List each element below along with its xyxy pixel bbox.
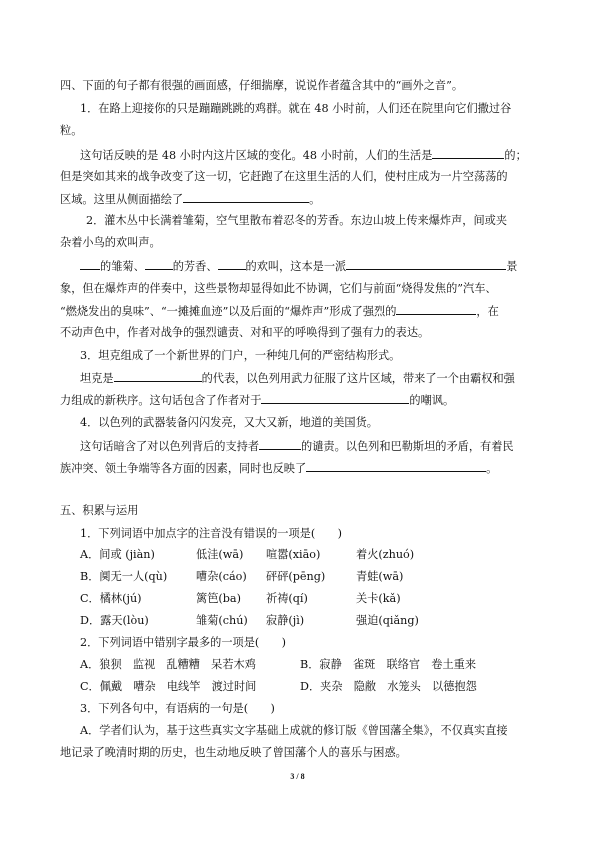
q2-blank-1[interactable] [80, 258, 100, 270]
q2-line2: 杂着小鸟的欢叫声。 [60, 236, 161, 249]
q1-answer-line3 [60, 191, 320, 208]
q2-line1: 2．灌木丛中长满着雏菊，空气里散布着忍冬的芳香。东边山坡上传来爆炸声，间或夹 [86, 214, 508, 227]
q4-answer-line1 [80, 438, 514, 455]
option-word: C．橘林(jú) [80, 592, 142, 605]
section5-heading: 五、积累与运用 [60, 504, 139, 517]
option-word: 关卡(kǎ) [356, 592, 401, 605]
s5-q1-stem: 1．下列词语中加点字的注音没有错误的一项是( ) [80, 527, 342, 540]
s5-q2-stem: 2．下列词语中错别字最多的一项是( ) [80, 636, 287, 649]
option-word: 篱笆(ba) [196, 592, 241, 605]
s5-q2-option-a[interactable]: A．狼狈 监视 乱糟糟 呆若木鸡 [80, 658, 256, 671]
page-number: 3 / 8 [290, 772, 305, 781]
q2-answer-text: “燃烧发出的臭味”、“一摊摊血迹”以及后面的“爆炸声”形成了强烈的 [60, 305, 397, 318]
q4-line1: 4．以色列的武器装备闪闪发亮，又大又新，地道的美国货。 [80, 416, 378, 429]
option-word: 砰砰(pēng) [266, 570, 326, 583]
q1-answer-text: 。 [309, 193, 321, 206]
q4-answer-line2 [60, 460, 497, 477]
q4-answer-text: 族冲突、领土争端等各方面的因素，同时也反映了 [60, 462, 307, 475]
q3-blank-1[interactable] [114, 370, 202, 382]
q2-blank-5[interactable] [396, 303, 476, 315]
q1-answer-text: 区域。这里从侧面描绘了 [60, 193, 184, 206]
q1-answer-line2: 但是突如其来的战争改变了这一切，它赶跑了在这里生活的人们，使村庄成为一片空荡荡的 [60, 170, 508, 183]
s5-q2-option-d[interactable]: D．夹杂 隐敝 水笼头 以德抱怨 [300, 680, 477, 693]
q3-answer-text: 的代表，以色列用武力征服了这片区域，带来了一个由霸权和强 [201, 372, 515, 385]
option-word: 着火(zhuó) [356, 548, 415, 561]
q2-answer-line2: 象，但在爆炸声的伴奏中，这些景物却显得如此不协调，它们与前面“烧得发焦的”汽车、 [60, 282, 497, 295]
q4-answer-text: 这句话暗含了对以色列背后的支持者 [80, 440, 260, 453]
q4-blank-1[interactable] [259, 438, 301, 450]
q3-answer-text: 的嘲讽。 [409, 394, 455, 407]
q1-answer-line1 [80, 147, 527, 164]
q2-answer-text: 的芳香、 [172, 260, 218, 273]
q3-answer-text: 坦克是 [80, 372, 114, 385]
q2-blank-3[interactable] [218, 258, 246, 270]
q1-blank-2[interactable] [183, 191, 309, 203]
q1-line2: 粒。 [60, 124, 83, 137]
q4-answer-text: 的谴责。以色列和巴勒斯坦的矛盾，有着民 [301, 440, 514, 453]
section4-heading: 四、下面的句子都有很强的画面感，仔细揣摩，说说作者蕴含其中的“画外之音”。 [60, 79, 464, 92]
s5-q2-option-c[interactable]: C．佩戴 嘈杂 电线竿 渡过时间 [80, 680, 257, 693]
q2-answer-line1 [80, 258, 517, 275]
q2-blank-4[interactable] [346, 258, 506, 270]
option-word: 青蛙(wā) [356, 570, 404, 583]
option-word: 强迫(qiǎng) [356, 614, 419, 627]
option-word: D．露天(lòu) [80, 614, 149, 627]
q3-line1: 3．坦克组成了一个新世界的门户，一种纯几何的严密结构形式。 [80, 349, 401, 362]
q3-answer-line1 [80, 370, 515, 387]
q1-answer-text: 这句话反映的是 48 小时内这片区域的变化。48 小时前，人们的生活是 [80, 149, 433, 162]
q3-blank-2[interactable] [261, 392, 409, 404]
s5-q3-option-a-line2: 地记录了晚清时期的历史，也生动地反映了曾国藩个人的喜乐与困惑。 [60, 746, 407, 759]
q2-answer-text: ，在 [476, 305, 499, 318]
q2-answer-line3 [60, 303, 499, 320]
q3-answer-text: 力组成的新秩序。这句话包含了作者对于 [60, 394, 262, 407]
q2-answer-text: 景 [506, 260, 518, 273]
q1-line1: 1．在路上迎接你的只是蹦蹦跳跳的鸡群。就在 48 小时前，人们还在院里向它们撒过谷 [80, 102, 512, 115]
q1-blank-1[interactable] [432, 147, 504, 159]
option-word: 低洼(wā) [196, 548, 244, 561]
q3-answer-line2 [60, 392, 454, 409]
q4-blank-2[interactable] [306, 460, 486, 472]
s5-q2-option-b[interactable]: B．寂静 雀斑 联络官 卷土重来 [300, 658, 477, 671]
option-word: 嘈杂(cáo) [196, 570, 247, 583]
q2-blank-2[interactable] [145, 258, 173, 270]
q2-answer-line4: 不动声色中，作者对战争的强烈谴责、对和平的呼唤得到了强有力的表达。 [60, 326, 430, 339]
option-word: 祈祷(qí) [266, 592, 308, 605]
option-word: 喧嚣(xiāo) [266, 548, 321, 561]
q1-answer-text: 的； [504, 149, 527, 162]
q2-answer-text: 的欢叫，这本是一派 [245, 260, 347, 273]
s5-q3-option-a-line1[interactable]: A．学者们认为，基于这些真实文字基础上成就的修订版《曾国藩全集》，不仅真实直接 [80, 724, 508, 737]
q2-answer-text: 的雏菊、 [100, 260, 145, 273]
option-word: 寂静(jì) [266, 614, 305, 627]
q4-answer-text: 。 [486, 462, 498, 475]
option-word: 雏菊(chú) [196, 614, 248, 627]
option-word: B．阒无一人(qù) [80, 570, 168, 583]
option-word: A．间或 (jiàn) [80, 548, 155, 561]
s5-q3-stem: 3．下列各句中，有语病的一句是( ) [80, 702, 275, 715]
